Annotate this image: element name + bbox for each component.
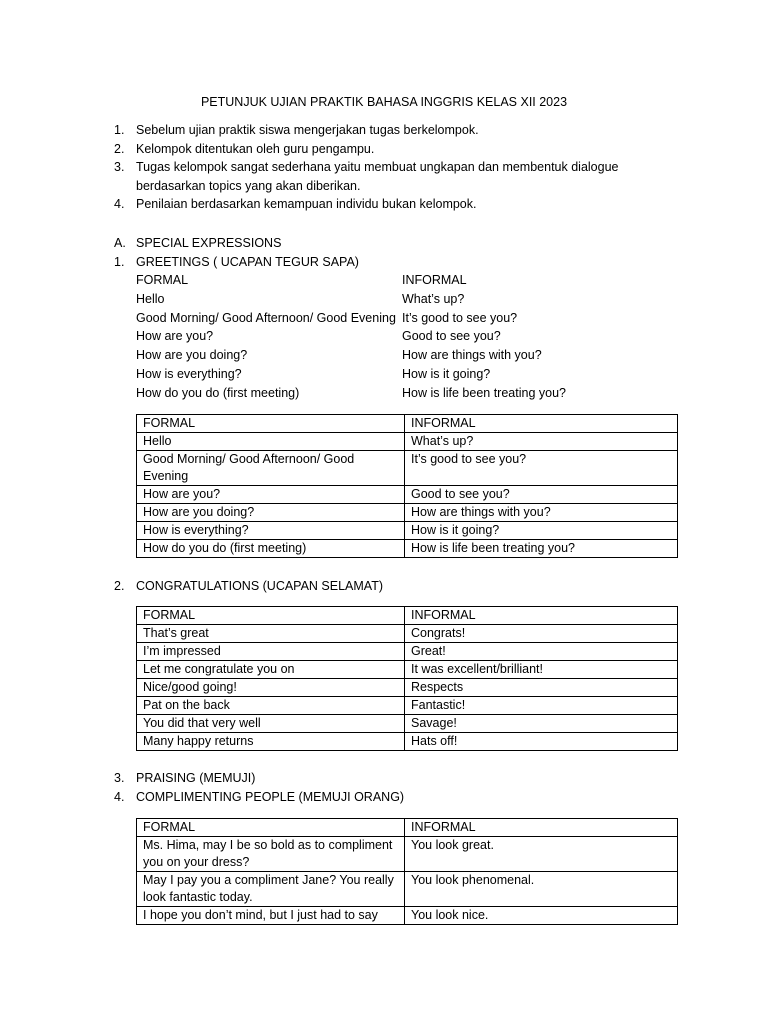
table-cell: That’s great bbox=[137, 625, 405, 643]
table-cell: I hope you don’t mind, but I just had to say bbox=[137, 907, 405, 925]
table-row bbox=[137, 504, 678, 522]
informal-item: What’s up? bbox=[402, 291, 465, 306]
table-cell: FORMAL bbox=[137, 819, 405, 837]
informal-item: Good to see you? bbox=[402, 329, 501, 344]
formal-item: How do you do (first meeting) bbox=[136, 385, 300, 400]
table-row bbox=[137, 715, 678, 733]
greetings-table bbox=[136, 414, 678, 558]
instruction-text: Sebelum ujian praktik siswa mengerjakan tugas berkelompok. bbox=[136, 123, 479, 137]
table-cell: How is it going? bbox=[405, 522, 678, 540]
table-cell: Ms. Hima, may I be so bold as to compliment you on your dress? bbox=[137, 837, 405, 872]
table-cell: Good to see you? bbox=[405, 486, 678, 504]
table-row bbox=[137, 643, 678, 661]
instruction-text: Kelompok ditentukan oleh guru pengampu. bbox=[136, 141, 375, 156]
table-cell: INFORMAL bbox=[405, 607, 678, 625]
instruction-item bbox=[0, 140, 656, 159]
instruction-text: Penilaian berdasarkan kemampuan individu bukan kelompok. bbox=[136, 197, 477, 211]
table-row bbox=[137, 661, 678, 679]
table-row bbox=[137, 540, 678, 558]
section-title: GREETINGS ( UCAPAN TEGUR SAPA) bbox=[136, 255, 359, 269]
table-cell: Let me congratulate you on bbox=[137, 661, 405, 679]
instructions-list bbox=[0, 121, 656, 214]
informal-item: How is life been treating you? bbox=[402, 385, 566, 400]
table-cell: INFORMAL bbox=[405, 415, 678, 433]
table-cell: How is everything? bbox=[137, 522, 405, 540]
formal-item: Good Morning/ Good Afternoon/ Good Evening bbox=[136, 310, 396, 325]
table-cell: How do you do (first meeting) bbox=[137, 540, 405, 558]
table-cell: You look great. bbox=[405, 837, 678, 872]
congratulations-table bbox=[136, 606, 678, 751]
instruction-number: 2. bbox=[114, 141, 125, 156]
table-header-row bbox=[137, 607, 678, 625]
table-row bbox=[137, 907, 678, 925]
table-row bbox=[137, 872, 678, 907]
instruction-item bbox=[0, 195, 656, 214]
complimenting-table bbox=[136, 818, 678, 925]
instruction-number: 4. bbox=[114, 197, 125, 211]
table-row bbox=[137, 625, 678, 643]
table-row bbox=[137, 733, 678, 751]
instruction-item bbox=[0, 158, 656, 195]
table-cell: Good Morning/ Good Afternoon/ Good Evening bbox=[137, 451, 405, 486]
formal-item: How is everything? bbox=[136, 366, 242, 381]
section-title: PRAISING (MEMUJI) bbox=[136, 771, 256, 785]
table-row bbox=[137, 679, 678, 697]
section-label: A. bbox=[114, 236, 126, 250]
table-row bbox=[137, 837, 678, 872]
instruction-text: Tugas kelompok sangat sederhana yaitu membuat ungkapan dan membentuk dialogue berdasarkan topics yang akan diberikan. bbox=[136, 160, 619, 193]
table-cell: You look phenomenal. bbox=[405, 872, 678, 907]
table-cell: FORMAL bbox=[137, 607, 405, 625]
table-cell: Great! bbox=[405, 643, 678, 661]
table-header-row bbox=[137, 819, 678, 837]
section-title: SPECIAL EXPRESSIONS bbox=[136, 236, 282, 250]
table-cell: How are things with you? bbox=[405, 504, 678, 522]
table-row bbox=[137, 433, 678, 451]
table-cell: It was excellent/brilliant! bbox=[405, 661, 678, 679]
section-title: COMPLIMENTING PEOPLE (MEMUJI ORANG) bbox=[136, 790, 405, 804]
instruction-number: 1. bbox=[114, 123, 125, 137]
informal-item: How are things with you? bbox=[402, 348, 542, 363]
table-row bbox=[137, 451, 678, 486]
formal-item: FORMAL bbox=[136, 273, 189, 287]
table-cell: Pat on the back bbox=[137, 697, 405, 715]
section-number: 1. bbox=[114, 255, 125, 269]
informal-item: INFORMAL bbox=[402, 273, 467, 287]
section-number: 4. bbox=[114, 790, 125, 804]
informal-item: How is it going? bbox=[402, 366, 491, 381]
section-number: 2. bbox=[114, 579, 125, 593]
formal-item: Hello bbox=[136, 291, 165, 306]
table-cell: Hats off! bbox=[405, 733, 678, 751]
table-cell: How are you doing? bbox=[137, 504, 405, 522]
table-row bbox=[137, 522, 678, 540]
table-cell: Respects bbox=[405, 679, 678, 697]
table-cell: Savage! bbox=[405, 715, 678, 733]
document-title: PETUNJUK UJIAN PRAKTIK BAHASA INGGRIS KELAS XII 2023 bbox=[200, 95, 568, 109]
informal-item: It’s good to see you? bbox=[402, 310, 518, 325]
table-cell: You did that very well bbox=[137, 715, 405, 733]
table-cell: Many happy returns bbox=[137, 733, 405, 751]
table-cell: Nice/good going! bbox=[137, 679, 405, 697]
formal-item: How are you doing? bbox=[136, 348, 248, 363]
table-cell: How are you? bbox=[137, 486, 405, 504]
section-title: CONGRATULATIONS (UCAPAN SELAMAT) bbox=[136, 579, 384, 593]
section-number: 3. bbox=[114, 771, 125, 785]
table-cell: It’s good to see you? bbox=[405, 451, 678, 486]
table-cell: How is life been treating you? bbox=[405, 540, 678, 558]
table-cell: INFORMAL bbox=[405, 819, 678, 837]
instruction-item bbox=[0, 121, 656, 140]
table-row bbox=[137, 486, 678, 504]
formal-item: How are you? bbox=[136, 329, 214, 344]
table-cell: Congrats! bbox=[405, 625, 678, 643]
table-cell: What’s up? bbox=[405, 433, 678, 451]
table-header-row bbox=[137, 415, 678, 433]
table-cell: May I pay you a compliment Jane? You really look fantastic today. bbox=[137, 872, 405, 907]
table-cell: I’m impressed bbox=[137, 643, 405, 661]
table-cell: You look nice. bbox=[405, 907, 678, 925]
table-cell: Hello bbox=[137, 433, 405, 451]
table-cell: Fantastic! bbox=[405, 697, 678, 715]
table-row bbox=[137, 697, 678, 715]
table-cell: FORMAL bbox=[137, 415, 405, 433]
instruction-number: 3. bbox=[114, 160, 125, 174]
